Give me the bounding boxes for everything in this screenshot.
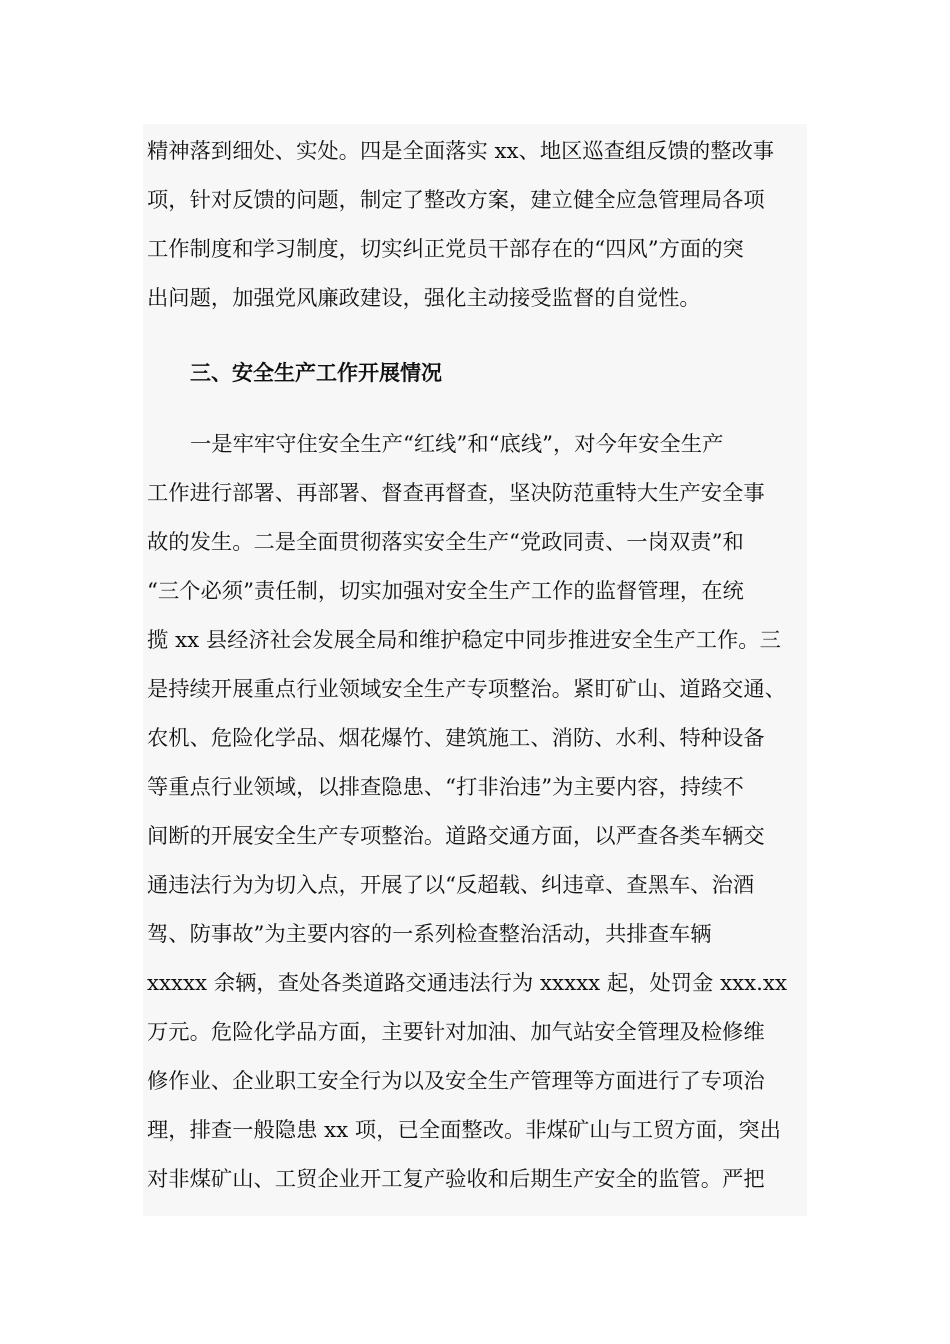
paragraph-line: “三个必须”责任制，切实加强对安全生产工作的监督管理，在统	[147, 579, 744, 604]
paragraph-line: xxxxx 余辆，查处各类道路交通违法行为 xxxxx 起，处罚金 xxx.xx	[147, 971, 787, 996]
paragraph-line: 一是牢牢守住安全生产“红线”和“底线”，对今年安全生产	[190, 432, 724, 457]
paragraph-line: 是持续开展重点行业领域安全生产专项整治。紧盯矿山、道路交通、	[147, 677, 786, 702]
paragraph-line: 出问题，加强党风廉政建设，强化主动接受监督的自觉性。	[147, 286, 701, 311]
paragraph-line: 工作进行部署、再部署、督查再督查，坚决防范重特大生产安全事	[147, 481, 765, 506]
paragraph-line: 揽 xx 县经济社会发展全局和维护稳定中同步推进安全生产工作。三	[147, 628, 781, 653]
document-body	[143, 124, 807, 1216]
paragraph-line: 万元。危险化学品方面，主要针对加油、加气站安全管理及检修维	[147, 1020, 765, 1045]
paragraph-line: 理，排查一般隐患 xx 项，已全面整改。非煤矿山与工贸方面，突出	[147, 1118, 781, 1143]
paragraph-line: 农机、危险化学品、烟花爆竹、建筑施工、消防、水利、特种设备	[147, 726, 765, 751]
paragraph-line: 修作业、企业职工安全行为以及安全生产管理等方面进行了专项治	[147, 1069, 765, 1094]
section-heading: 三、安全生产工作开展情况	[190, 361, 442, 385]
paragraph-line: 故的发生。二是全面贯彻落实安全生产“党政同责、一岗双责”和	[147, 530, 744, 555]
paragraph-line: 对非煤矿山、工贸企业开工复产验收和后期生产安全的监管。严把	[147, 1167, 765, 1192]
paragraph-line: 工作制度和学习制度，切实纠正党员干部存在的“四风”方面的突	[147, 237, 744, 262]
paragraph-line: 项，针对反馈的问题，制定了整改方案，建立健全应急管理局各项	[147, 188, 765, 213]
paragraph-line: 驾、防事故”为主要内容的一系列检查整治活动，共排查车辆	[147, 922, 712, 947]
paragraph-line: 等重点行业领域，以排查隐患、“打非治违”为主要内容，持续不	[147, 775, 744, 800]
paragraph-line: 通违法行为为切入点，开展了以“反超载、纠违章、查黑车、治酒	[147, 873, 755, 898]
paragraph-line: 精神落到细处、实处。四是全面落实 xx、地区巡查组反馈的整改事	[147, 139, 775, 164]
paragraph-line: 间断的开展安全生产专项整治。道路交通方面，以严查各类车辆交	[147, 824, 765, 849]
